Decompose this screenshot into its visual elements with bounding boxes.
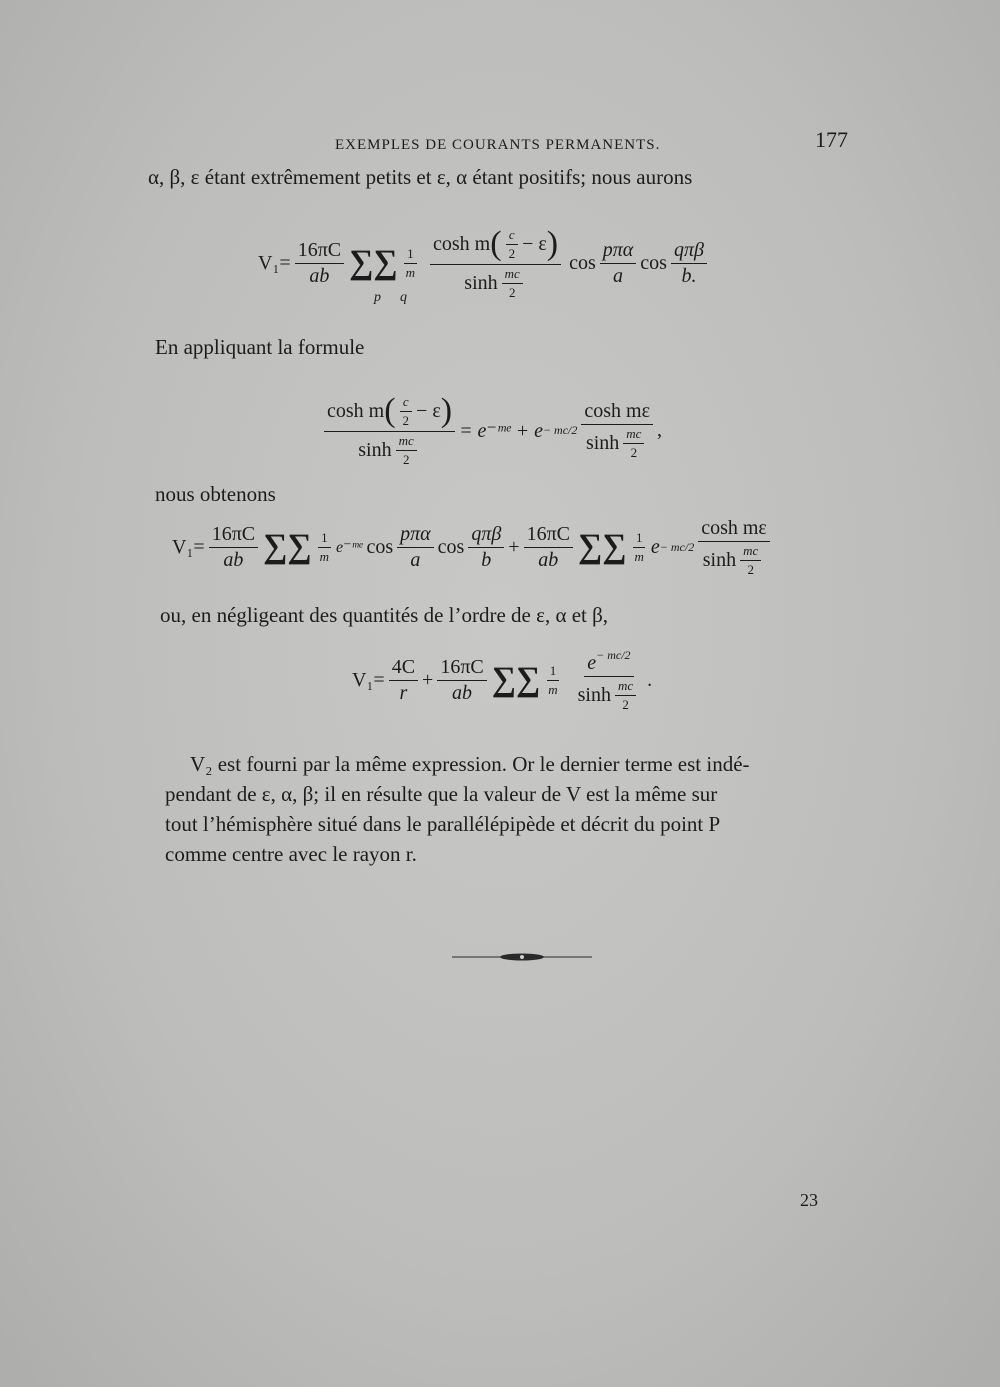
eq3-num-2: 16πC [524,523,573,548]
paragraph-line-1: V₂ est fourni par la même expression. Or le dernier terme est indé- [190,752,750,776]
eq2-mc-over-2 [396,433,417,468]
eq3-sinh-part [700,542,769,578]
eq1-mc: mc [502,266,523,284]
eq2-two-b: 2 [402,452,410,467]
eq3-fraction-coshme [698,517,770,578]
eq2-fraction-cosh-sinh [324,392,455,468]
eq4-dot: . [647,668,653,691]
eq4-fraction-1-m [545,663,560,698]
eq1-cosh-part [430,225,561,265]
eq4-two: 2 [622,696,629,712]
eq4-num2: 16πC [437,656,486,681]
eq2-c-over-2 [400,394,413,429]
eq4-fraction-e-sinh [575,648,644,713]
eq2-c: c [400,394,412,412]
eq1-cosh: cosh m [433,232,491,255]
paren-right-icon: ) [440,392,453,429]
eq2-fraction-coshme [581,400,653,461]
eq1-a: a [613,264,624,287]
text-line-2: En appliquant la formule [155,335,365,359]
eq4-fraction-4C-r [389,656,418,705]
eq2-cosh-me: cosh mε [581,400,653,425]
eq1-two: 2 [508,245,516,261]
eq3-fraction-16piC-ab-2 [524,523,573,572]
eq4-e: e [587,651,597,674]
text-line-4: ou, en négligeant des quantités de l’ordre de ε, α et β, [160,603,609,627]
paragraph-line-4: comme centre avec le rayon r. [165,842,417,866]
eq1-lhs: V₁= [258,251,291,274]
eq4-sinh-part [575,677,644,713]
eq3-qpb: qπβ [468,523,504,548]
sigma-icon: ∑∑ [349,244,398,281]
eq4-mc-over-2 [615,678,636,713]
eq3-lhs: V₁= [172,535,205,558]
eq1-qpb: qπβ [671,239,707,264]
equation-1 [258,218,711,308]
equation-2 [320,385,662,475]
eq3-cosh-me: cosh mε [698,517,770,542]
eq4-one: 1 [547,663,560,681]
eq3-mc: mc [740,543,761,561]
eq3-fraction-qpb [468,523,504,572]
eq1-num: 16πC [295,239,344,264]
eq2-two-c: 2 [630,444,638,460]
eq4-plus: + [422,668,434,691]
eq3-cos2: cos [437,535,465,558]
eq2-comma: , [657,418,663,441]
eq2-sinh-part-2 [583,425,652,461]
eq1-minus-eps: − ε [522,232,547,255]
eq3-num: 16πC [209,523,258,548]
eq3-e: e [650,535,660,558]
eq3-mc-over-2 [740,543,761,578]
text-line-3: nous obtenons [155,482,276,506]
equation-3 [172,512,774,582]
eq3-fraction-ppa [397,523,434,572]
signature-number: 23 [800,1190,818,1210]
eq3-e-me: e⁻ᵐᵉ [336,539,363,556]
eq2-cosh-part [324,392,455,432]
eq3-m: m [319,548,330,564]
sum-index-q: q [400,290,407,305]
eq3-one-2: 1 [633,530,646,548]
eq3-fraction-1-m [317,530,332,565]
equation-4 [352,640,652,720]
eq1-den: ab [309,264,330,287]
eq2-mc-2: mc [623,426,644,444]
eq3-one: 1 [318,530,331,548]
text-line-1: α, β, ε étant extrêmement petits et ε, α étant positifs; nous aurons [148,165,693,189]
eq4-den1: r [399,681,408,704]
eq1-two-b: 2 [508,285,516,300]
eq4-e-part [584,648,633,677]
eq2-minus-eps: − ε [416,399,441,422]
eq3-a: a [410,548,421,571]
eq3-m-2: m [634,548,644,564]
eq2-rhs: = e⁻ᵐᵉ + e [459,419,543,442]
eq1-ppa: pπα [600,239,637,264]
eq2-sinh-part [355,432,424,468]
eq1-sinh-part [461,265,530,301]
eq1-mc-over-2 [502,266,523,301]
eq3-exp: − mc/2 [659,539,695,554]
eq3-cos1: cos [366,535,394,558]
eq3-fraction-1-m-2 [632,530,647,565]
eq3-two: 2 [747,561,754,577]
eq4-sinh: sinh [577,683,611,706]
eq1-b: b. [681,264,697,287]
eq4-lhs: V₁= [352,668,385,691]
eq2-sinh: sinh [358,439,392,461]
sum-index-p: p [374,290,381,305]
eq4-m: m [548,681,558,697]
eq1-one: 1 [404,246,417,264]
eq1-fraction-1-m [403,246,418,281]
eq1-cos1: cos [569,251,596,274]
eq3-fraction-16piC-ab [209,523,258,572]
sigma-icon: ∑∑ [491,661,541,698]
eq2-exp: − mc/2 [542,422,578,437]
paren-right-icon: ) [546,225,559,262]
paren-left-icon: ( [490,225,502,262]
ornament-divider-icon [452,950,592,964]
eq2-mc-over-2-b [623,426,644,461]
running-head: EXEMPLES DE COURANTS PERMANENTS. [335,137,661,153]
eq1-fraction-ppa [600,239,637,288]
eq1-sinh: sinh [464,272,498,294]
eq4-exp: − mc/2 [596,647,631,662]
paragraph-line-3: tout l’hémisphère situé dans le parallélépipède et décrit du point P [165,812,721,836]
paragraph-line-2: pendant de ε, α, β; il en résulte que la valeur de V est la même sur [165,782,718,806]
eq1-c-over-2 [506,227,519,262]
eq1-fraction-16piC-ab [295,239,344,288]
eq3-plus: + [508,535,520,558]
eq1-m: m [405,264,416,280]
eq1-c: c [506,227,518,245]
eq4-mc: mc [615,678,636,696]
page-number: 177 [815,127,848,152]
eq3-den: ab [223,548,244,571]
eq2-sinh-2: sinh [585,431,620,454]
sigma-icon: ∑∑ [263,528,312,565]
eq3-sinh: sinh [702,548,737,571]
eq3-b: b [481,548,492,571]
paren-left-icon: ( [384,392,396,429]
eq1-cos2: cos [640,251,667,274]
eq3-den-2: ab [538,548,559,571]
sigma-icon: ∑∑ [578,528,627,565]
eq4-den2: ab [452,681,473,704]
eq3-ppa: pπα [397,523,434,548]
eq2-two: 2 [402,412,410,428]
eq4-num1: 4C [389,656,418,681]
eq2-cosh: cosh m [327,399,385,422]
eq1-fraction-qpb [671,239,707,288]
eq1-fraction-cosh-sinh [430,225,561,301]
eq4-fraction-16piC-ab [437,656,486,705]
eq2-mc: mc [396,433,417,451]
